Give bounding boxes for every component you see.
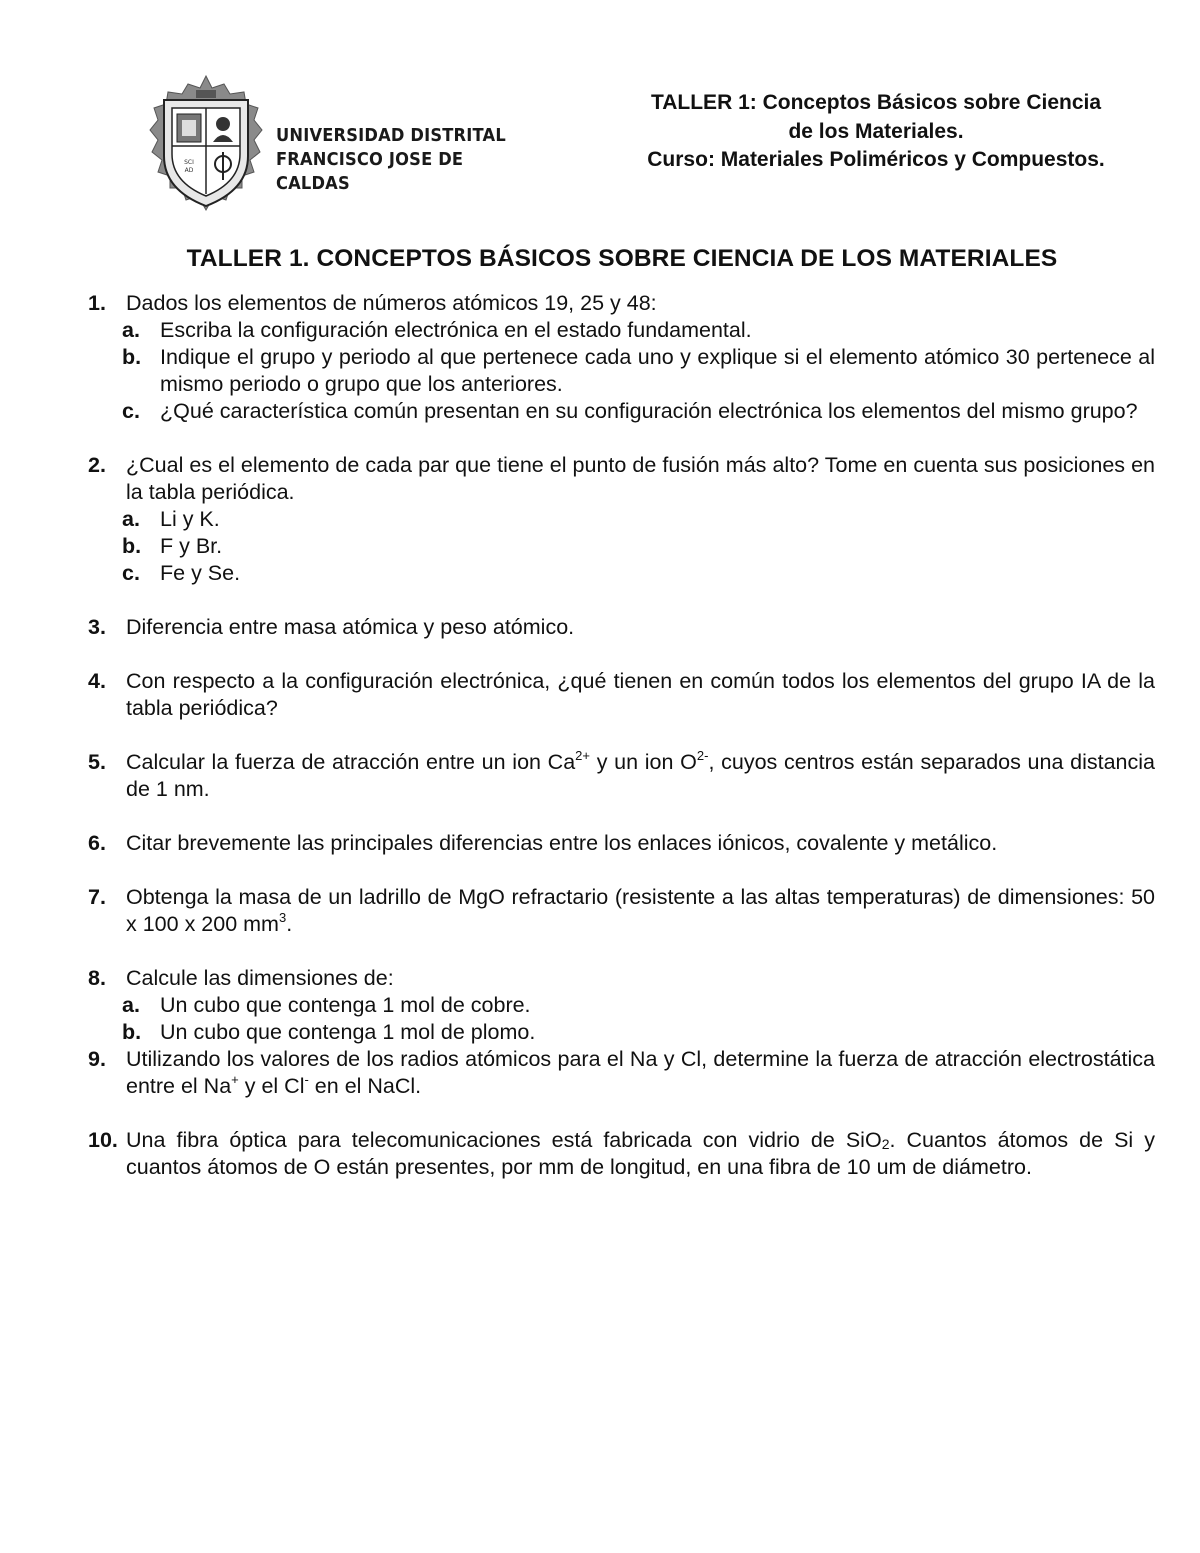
question-text: Calcular la fuerza de atracción entre un ion $Ca^{2+}$ y un ion $O^{2-}$, cuyos centros están separados una distancia de 1 nm. bbox=[126, 748, 1155, 801]
question-number: 9. bbox=[88, 1047, 106, 1071]
question-2-c bbox=[88, 560, 1155, 587]
subitem-text: F y Br. bbox=[160, 534, 223, 558]
question-number: 10. bbox=[88, 1128, 118, 1152]
svg-text:SCI: SCI bbox=[184, 159, 194, 166]
question-number: 3. bbox=[88, 615, 106, 639]
question-text: Una fibra óptica para telecomunicaciones está fabricada con vidrio de SiO$_2$. Cuantos átomos de Si y cuantos átomos de O están presentes, por mm de longitud, en una fibra de 10 um de diámetro. bbox=[126, 1128, 1155, 1179]
question-9 bbox=[88, 1046, 1155, 1100]
subitem-letter: c. bbox=[122, 399, 140, 423]
question-1-c bbox=[88, 398, 1155, 425]
header-line3: Curso: Materiales Poliméricos y Compuestos. bbox=[647, 148, 1105, 171]
subitem-text: Indique el grupo y periodo al que pertenece cada uno y explique si el elemento atómico 30 pertenece al mismo periodo o grupo que los anteriores. bbox=[160, 345, 1155, 396]
question-text: Dados los elementos de números atómicos 19, 25 y 48: bbox=[126, 291, 657, 315]
subitem-text: Li y K. bbox=[160, 507, 220, 531]
question-8-a bbox=[88, 992, 1155, 1019]
subitem-letter: a. bbox=[122, 993, 140, 1017]
question-number: 2. bbox=[88, 453, 106, 477]
subitem-letter: a. bbox=[122, 318, 140, 342]
question-number: 1. bbox=[88, 291, 106, 315]
question-8 bbox=[88, 965, 1155, 992]
university-name bbox=[276, 124, 518, 196]
question-number: 8. bbox=[88, 966, 106, 990]
university-logo bbox=[146, 72, 526, 217]
question-list bbox=[88, 290, 1155, 1181]
svg-text:AD: AD bbox=[184, 167, 194, 174]
question-1-b bbox=[88, 344, 1155, 398]
question-2 bbox=[88, 452, 1155, 506]
question-10 bbox=[88, 1127, 1155, 1181]
document-title: TALLER 1. CONCEPTOS BÁSICOS SOBRE CIENCIA DE LOS MATERIALES bbox=[186, 245, 1058, 272]
question-text: Diferencia entre masa atómica y peso atómico. bbox=[126, 615, 575, 639]
question-number: 6. bbox=[88, 831, 106, 855]
question-1-a bbox=[88, 317, 1155, 344]
question-8-b bbox=[88, 1019, 1155, 1046]
question-text: ¿Cual es el elemento de cada par que tiene el punto de fusión más alto? Tome en cuenta sus posiciones en la tabla periódica. bbox=[126, 453, 1155, 504]
question-6 bbox=[88, 830, 1155, 857]
question-number: 5. bbox=[88, 750, 106, 774]
question-3 bbox=[88, 614, 1155, 641]
subitem-text: Un cubo que contenga 1 mol de cobre. bbox=[160, 993, 531, 1017]
course-header bbox=[588, 89, 1164, 175]
question-5 bbox=[88, 749, 1155, 803]
subitem-text: ¿Qué característica común presentan en su configuración electrónica los elementos del mismo grupo? bbox=[160, 399, 1138, 423]
subitem-letter: b. bbox=[122, 534, 142, 558]
question-number: 7. bbox=[88, 885, 106, 909]
question-number: 4. bbox=[88, 669, 106, 693]
subitem-text: Un cubo que contenga 1 mol de plomo. bbox=[160, 1020, 536, 1044]
subitem-text: Fe y Se. bbox=[160, 561, 241, 585]
header-line2: de los Materiales. bbox=[788, 119, 964, 143]
subitem-letter: c. bbox=[122, 561, 140, 585]
question-text: Con respecto a la configuración electrónica, ¿qué tienen en común todos los elementos del grupo IA de la tabla periódica? bbox=[126, 669, 1155, 720]
question-2-a bbox=[88, 506, 1155, 533]
subitem-letter: b. bbox=[122, 345, 142, 369]
subitem-text: Escriba la configuración electrónica en el estado fundamental. bbox=[160, 318, 752, 342]
question-text: Calcule las dimensiones de: bbox=[126, 966, 394, 990]
question-4 bbox=[88, 668, 1155, 722]
question-text: Citar brevemente las principales diferencias entre los enlaces iónicos, covalente y metálico. bbox=[126, 831, 998, 855]
subitem-letter: b. bbox=[122, 1020, 142, 1044]
question-2-b bbox=[88, 533, 1155, 560]
question-7 bbox=[88, 884, 1155, 938]
subitem-letter: a. bbox=[122, 507, 140, 531]
question-text: Obtenga la masa de un ladrillo de MgO refractario (resistente a las altas temperaturas) de dimensiones: 50 x 100 x 200 $mm^3$. bbox=[126, 885, 1155, 936]
header-line1: TALLER 1: Conceptos Básicos sobre Ciencia bbox=[650, 91, 1102, 114]
university-name-line2: FRANCISCO JOSE DE CALDAS bbox=[276, 150, 464, 194]
university-name-line1: UNIVERSIDAD DISTRITAL bbox=[276, 126, 506, 146]
university-seal-icon bbox=[146, 72, 266, 217]
question-1 bbox=[88, 290, 1155, 317]
question-text: Utilizando los valores de los radios atómicos para el Na y Cl, determine la fuerza de atracción electrostática entre el Na+ y el Cl- en el NaCl. bbox=[126, 1047, 1155, 1098]
